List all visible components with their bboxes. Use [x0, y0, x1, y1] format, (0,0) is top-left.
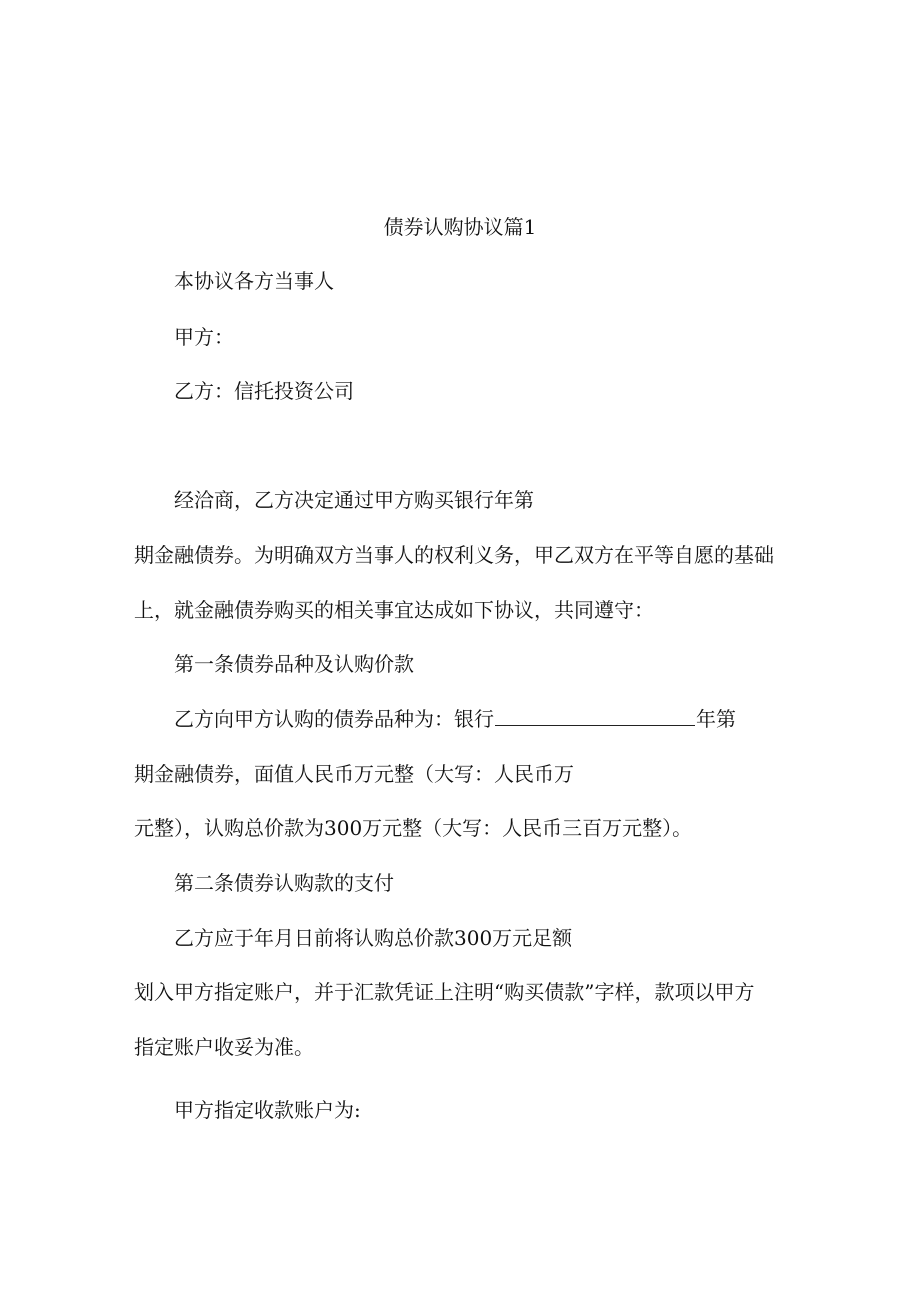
article2-line-2: 划入甲方指定账户，并于汇款凭证上注明“购买债款”字样，款项以甲方	[134, 980, 755, 1004]
article1-line-3: 元整），认购总价款为300万元整（大写：人民币三百万元整）。	[134, 816, 693, 840]
article1-line-1-after: 年第	[696, 707, 736, 731]
article1-heading: 第一条债券品种及认购价款	[174, 652, 414, 676]
parties-heading: 本协议各方当事人	[174, 269, 334, 293]
article2-heading: 第二条债券认购款的支付	[174, 871, 394, 895]
document-title: 债券认购协议篇1	[383, 215, 537, 239]
intro-line-2: 期金融债券。为明确双方当事人的权利义务，甲乙双方在平等自愿的基础	[134, 543, 774, 567]
blank-underline	[495, 705, 695, 726]
article1-line-1	[174, 705, 736, 733]
intro-line-3: 上，就金融债券购买的相关事宜达成如下协议，共同遵守：	[134, 598, 654, 622]
account-label: 甲方指定收款账户为:	[174, 1098, 361, 1122]
party-b: 乙方：信托投资公司	[174, 379, 354, 403]
party-a: 甲方：	[174, 325, 234, 349]
article1-line-2: 期金融债券，面值人民币万元整（大写：人民币万	[134, 762, 574, 786]
intro-line-1: 经洽商，乙方决定通过甲方购买银行年第	[174, 488, 534, 512]
article2-line-1: 乙方应于年月日前将认购总价款300万元足额	[174, 926, 573, 950]
article1-line-1-before: 乙方向甲方认购的债券品种为：银行	[174, 707, 494, 731]
article2-line-3: 指定账户收妥为准。	[134, 1035, 314, 1059]
